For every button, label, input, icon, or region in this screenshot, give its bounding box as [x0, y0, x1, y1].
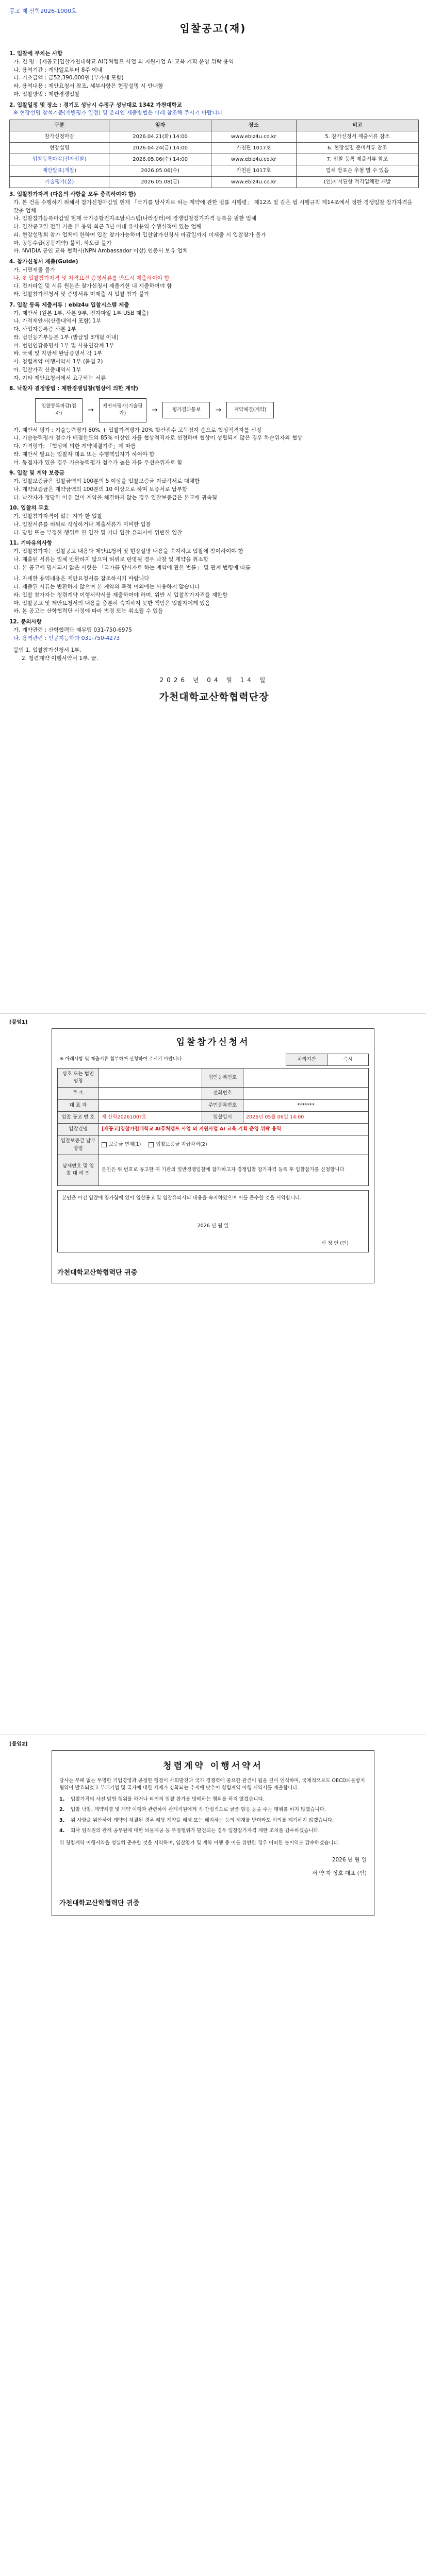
table-row [58, 1155, 369, 1185]
list-item: 3. 위 사항을 위반하여 계약이 체결된 경우 해당 계약을 해제 또는 해지하는 등의 제재를 받더라도 이의를 제기하지 않겠습니다. [59, 1817, 367, 1824]
checkbox-label: 보증금 면제(1) [109, 1142, 141, 1148]
attachment-label: [붙임1] [9, 1020, 28, 1025]
list-item: 4. 회사 임직원의 관계 공무원에 대한 뇌물제공 등 부정행위가 발견되는 경우 입찰참가자격 제한 조치를 감수하겠습니다. [59, 1827, 367, 1835]
pledge-closing: 위 청렴계약 이행서약을 성실히 준수할 것을 서약하며, 입찰참가 및 계약 이행 중 이를 위반한 경우 어떠한 불이익도 감수하겠습니다. [59, 1840, 340, 1846]
section-items [9, 478, 419, 502]
table-cell: 입찰등록마감(전자입찰) [10, 154, 109, 165]
table-cell: 2026.05.06(수) [109, 165, 211, 177]
list-item: 2. 입찰 낙찰, 계약체결 및 계약 이행과 관련하여 관계직원에게 직·간접적으로 금품·향응 등을 주는 행위를 하지 않겠습니다. [59, 1806, 367, 1814]
section-heading: 8. 낙찰자 결정방법 : 제한경쟁입찰(협상에 의한 계약) [9, 385, 138, 392]
list-item: 마. 동점자가 있을 경우 기술능력평가 점수가 높은 자를 우선순위자로 함 [13, 459, 183, 466]
form-input-cell[interactable] [99, 1088, 202, 1099]
list-item: 나. 기술능력평가 점수가 배점한도의 85% 이상인 자를 협상적격자로 선정하며 협상이 성립되지 않은 경우 차순위자와 협상 [13, 435, 303, 442]
list-item: 라. 입찰 참가자는 청렴계약 이행서약서를 제출하여야 하며, 위반 시 입찰참가자격을 제한함 [13, 591, 228, 598]
table-header: 일자 [109, 120, 211, 131]
list-item: 사. 청렴계약 이행서약서 1부 (붙임 2) [13, 359, 103, 365]
list-item: 나. 제출된 서류는 일체 반환하지 않으며 허위로 판명될 경우 낙찰 및 계약을 취소함 [13, 556, 209, 563]
pledge-section [57, 1190, 369, 1252]
item-text: 입찰 낙찰, 계약체결 및 계약 이행과 관련하여 관계직원에게 직·간접적으로 금품·향응 등을 주는 행위를 하지 않겠습니다. [71, 1807, 326, 1813]
applicant-table [57, 1068, 369, 1186]
list-item: 가. 계약관련 : 산학협력단 재무팀 031-750-6975 [13, 626, 132, 633]
table-cell: 납세번호 및 입 찰 대 리 인 [58, 1155, 99, 1185]
list-item: 다. 기초금액 : 금52,390,000원 (부가세 포함) [13, 75, 124, 81]
form-date: 2026 년 월 일 [332, 1857, 367, 1863]
section-heading: 2. 입찰일정 및 장소 : 경기도 성남시 수정구 성남대로 1342 가천대학교 [9, 101, 182, 108]
list-item: 가. 입찰참가자는 입찰공고 내용과 제안요청서 및 현장설명 내용을 숙지하고 입찰에 참여하여야 함 [13, 548, 243, 554]
item-text: 위 사항을 위반하여 계약이 체결된 경우 해당 계약을 해제 또는 해지하는 등의 제재를 받더라도 이의를 제기하지 않겠습니다. [71, 1817, 334, 1823]
table-header: 장소 [211, 120, 296, 131]
table-cell: 즉시 [327, 1054, 369, 1065]
pledge-intro: 당사는 부패 없는 투명한 기업경영과 공정한 행정이 사회발전과 국가 경쟁력에 중요한 관건이 됨을 깊이 인식하며, 국제적으로도 OECD뇌물방지협약이 발효되었고 부패기업 및 국가에 대한 제재가 강화되는 추세에 맞추어 청렴계약 이행 서약서를 제출합니다. [59, 1777, 365, 1791]
section-heading: 11. 기타유의사항 [9, 540, 53, 547]
signature-line: 서 약 자 상호 대표 (인) [312, 1870, 367, 1876]
attachment-label: [붙임2] [9, 1741, 28, 1747]
flow-step: 제안서평가(기술평가) [99, 398, 146, 422]
table-cell: 입찰 공고 번 호 [58, 1111, 99, 1123]
table-cell: 전화번호 [202, 1088, 243, 1099]
list-item: 마. 공동수급(공동계약) 불허, 하도급 불가 [13, 240, 112, 246]
list-item: 다. 전자파일 및 서류 원본은 참가신청서 제출기한 내 제출하여야 함 [13, 283, 172, 290]
table-cell: www.ebiz4u.co.kr [211, 154, 296, 165]
arrow-right-icon: → [88, 405, 94, 414]
table-row [58, 1124, 369, 1136]
section-items [9, 626, 419, 643]
flow-step: 평가결과통보 [162, 402, 210, 418]
table-header-row [10, 120, 419, 131]
table-cell: 2026.04.24(금) 14:00 [109, 143, 211, 154]
arrow-right-icon: → [215, 405, 222, 414]
list-item: 가. 서면제출 불가 [13, 266, 56, 273]
list-item: 마. 입찰방법 : 제한경쟁입찰 [13, 91, 80, 97]
bid-application-form [52, 1028, 374, 1283]
list-item: 라. 현장설명회 참가 업체에 한하여 입찰 참가가능하며 입찰참가신청서 마감일까지 미제출 시 입찰참가 불가 [13, 231, 266, 238]
list-item: 나. 계약보증금은 계약금액의 100분의 10 이상으로 하며 보증서로 납부함 [13, 486, 188, 493]
list-item: 나. 가격제안서(산출내역서 포함) 1부 [13, 318, 102, 325]
section-heading: 7. 입찰 등록 제출서류 : ebiz4u 입찰시스템 제출 [9, 301, 129, 308]
table-header: 구분 [10, 120, 109, 131]
form-title: 입찰참가신청서 [176, 1037, 250, 1047]
table-cell: 업체 발표순 추첨 별 수 있음 [296, 165, 418, 177]
attachment-1-page [0, 1013, 426, 1735]
list-item: 2. 청렴계약 이행서약서 1부. 끝. [22, 655, 99, 662]
announcement-body [0, 44, 426, 1013]
table-cell: 법인등록번호 [202, 1068, 243, 1088]
section-heading: 9. 입찰 및 계약 보증금 [9, 470, 65, 477]
section-items [9, 513, 419, 537]
table-cell: 2026.05.08(금) [109, 177, 211, 188]
integrity-pledge-form [52, 1750, 374, 1916]
section-items [9, 548, 419, 572]
list-item: 가. 제안서 평가 : 기술능력평가 80% + 입찰가격평가 20% 합산점수 고득점자 순으로 협상적격자를 선정 [13, 427, 262, 433]
table-row [10, 154, 419, 165]
section-heading: 4. 참가신청서 제출(Guide) [9, 259, 78, 265]
table-cell: ******* [243, 1099, 369, 1111]
issue-date: 2026 년 04 월 14 일 [159, 676, 269, 684]
table-cell: 2026.04.21(화) 14:00 [109, 131, 211, 143]
section-items [9, 427, 419, 467]
table-cell: 주 소 [58, 1088, 99, 1099]
list-item: 나. 입찰서류를 허위로 작성하거나 제출서류가 미비한 입찰 [13, 521, 151, 528]
list-item: 아. 입찰가격 산출내역서 1부 [13, 366, 81, 373]
table-cell: 처리기간 [286, 1054, 327, 1065]
list-item: 나. 자세한 용역내용은 제안요청서를 참조하시기 바랍니다 [13, 575, 150, 582]
list-item: 마. 법인인감증명서 1부 및 사용인감계 1부 [13, 342, 114, 349]
section-heading: 12. 문의사항 [9, 619, 42, 625]
table-cell: 7. 입찰 등록 제출서류 참조 [296, 154, 418, 165]
list-item: 다. 낙찰자가 정당한 이유 없이 계약을 체결하지 않는 경우 입찰보증금은 본교에 귀속됨 [13, 494, 218, 501]
section-heading: 10. 입찰의 무효 [9, 505, 49, 512]
list-item: 1. 입찰가격의 사전 담합 행위를 하거나 타인의 입찰 참가를 방해하는 행위를 하지 않겠습니다. [59, 1796, 367, 1803]
checkbox[interactable] [149, 1142, 154, 1147]
signature-line: 신 청 인 (인) [321, 1241, 349, 1247]
list-item: 가. 본 건을 수행하기 위해서 참가신청마감일 현재 「국가를 당사자로 하는 계약에 관한 법률 시행령」 제12조 및 같은 법 시행규칙 제14조에서 정한 경쟁입찰 참가자격을 갖춘 업체 [13, 199, 413, 214]
form-input-cell[interactable] [99, 1068, 202, 1088]
table-cell: 입찰건명 [58, 1124, 99, 1136]
section-items [9, 199, 419, 256]
document-number: 공고 제 산학2026-1000호 [9, 8, 77, 14]
table-cell: 참가신청마감 [10, 131, 109, 143]
section-note: ※ 현장설명 참석기준(개별평가 일정) 및 온라인 제출방법은 아래 참조해 주시기 바랍니다 [13, 110, 223, 116]
list-item: 라. 법인등기부등본 1부 (발급일 3개월 이내) [13, 334, 119, 341]
list-item: 라. 용역내용 : 제안요청서 참조, 세부사항은 현장설명 시 안내함 [13, 83, 163, 89]
list-item: 다. 사업자등록증 사본 1부 [13, 326, 76, 332]
table-row [10, 143, 419, 154]
checkbox[interactable] [102, 1142, 107, 1147]
table-row [58, 1068, 369, 1088]
form-note: ※ 아래사항 및 제출서류 첨부하여 신청하여 주시기 바랍니다 [60, 1056, 182, 1062]
section-heading: 3. 입찰참가자격 (다음의 사항을 모두 충족하여야 함) [9, 191, 136, 197]
form-date: 2026 년 월 일 [197, 1223, 229, 1229]
table-cell: 가천관 1017호 [211, 143, 296, 154]
form-input-cell[interactable] [99, 1099, 202, 1111]
table-cell: www.ebiz4u.co.kr [211, 131, 296, 143]
table-cell: 대 표 자 [58, 1099, 99, 1111]
flow-step: 계약체결(계약) [226, 402, 274, 418]
recipient-org: 가천대학교산학협력단 귀중 [57, 1268, 138, 1277]
table-cell: 현장설명 [10, 143, 109, 154]
table-cell: www.ebiz4u.co.kr [211, 177, 296, 188]
attachments [9, 647, 419, 663]
checkbox-group [99, 1136, 369, 1155]
list-item: 나. 용역기간 : 계약일로부터 8주 이내 [13, 66, 103, 73]
form-header-table [57, 1054, 369, 1066]
table-row [10, 165, 419, 177]
table-row [10, 131, 419, 143]
schedule-table [9, 120, 419, 188]
form-title: 청렴계약 이행서약서 [163, 1761, 263, 1771]
list-item: 가. 제안서 (원본 1부, 사본 9부, 전자파일 1부 USB 제출) [13, 310, 149, 316]
table-row [58, 1111, 369, 1123]
recipient-org: 가천대학교산학협력단 귀중 [59, 1899, 140, 1907]
list-item: 다. 본 공고에 명시되지 않은 사항은 「국가를 당사자로 하는 계약에 관한 법률」 및 관계 법령에 따름 [13, 564, 251, 571]
arrow-right-icon: → [151, 405, 158, 414]
table-header: 비고 [296, 120, 418, 131]
list-item: 붙임 1. 입찰참가신청서 1부. [13, 647, 81, 654]
list-item: 바. 본 공고는 산학협력단 사정에 따라 변경 또는 취소될 수 있음 [13, 608, 163, 615]
table-row [58, 1136, 369, 1155]
list-item: 바. NVIDIA 공인 교육 협력사(NPN Ambassador 이상) 인증서 보유 업체 [13, 248, 188, 255]
list-item: 라. 입찰참가신청서 및 증빙서류 미제출 시 입찰 참가 불가 [13, 291, 150, 297]
section-heading: 1. 입찰에 부치는 사항 [9, 50, 63, 57]
table-cell: 6. 현장설명 준비서류 참조 [296, 143, 418, 154]
table-cell: 입찰보증금 납부방법 [58, 1136, 99, 1155]
list-item: 라. 제안서 발표는 입찰자 대표 또는 수행책임자가 하여야 함 [13, 451, 155, 457]
list-item: 마. 입찰공고 및 제안요청서의 내용을 충분히 숙지하지 못한 책임은 입찰자에게 있음 [13, 600, 210, 606]
flow-step: 입찰등록마감(접수) [35, 398, 83, 422]
table-cell: 가천관 1017호 [211, 165, 296, 177]
table-cell: (인)제시된항 적격업체만 개발 [296, 177, 418, 188]
table-cell: 2026.05.06(수) 14:00 [109, 154, 211, 165]
form-input-cell[interactable] [243, 1068, 369, 1088]
table-row [58, 1088, 369, 1099]
table-row [10, 177, 419, 188]
table-cell: 제 산학2026100?호 [99, 1111, 202, 1123]
table-cell: 5. 참가신청서 제출서류 참조 [296, 131, 418, 143]
item-text: 회사 임직원의 관계 공무원에 대한 뇌물제공 등 부정행위가 발견되는 경우 입찰참가자격 제한 조치를 감수하겠습니다. [71, 1827, 320, 1834]
table-cell: 상호 또는 법인명칭 [58, 1068, 99, 1088]
list-item: 바. 국세 및 지방세 완납증명서 각 1부 [13, 350, 103, 357]
list-item: 나. 입찰참가등록마감일 현재 국가종합전자조달시스템(나라장터)에 경쟁입찰참가자격 등록을 필한 업체 [13, 215, 257, 222]
list-item: 나. 용역관련 : 인공지능학과 031-750-4273 [13, 635, 120, 641]
table-row [58, 1099, 369, 1111]
process-flow [35, 398, 419, 422]
form-input-cell[interactable] [243, 1088, 369, 1099]
list-item: 다. 입찰공고일 전일 기준 본 용역 최근 3년 이내 유사용역 수행실적이 있는 업체 [13, 224, 202, 230]
section-items [9, 310, 419, 383]
pledge-text: 본인은 이건 입찰에 참가함에 있어 입찰공고 및 입찰유의서의 내용을 숙지하였으며 이를 준수할 것을 서약합니다. [62, 1195, 302, 1201]
table-cell: 입찰일시 [202, 1111, 243, 1123]
list-item: 나. ※ 입찰참가자격 및 자격요건 증명서류를 반드시 제출하여야 함 [13, 275, 170, 281]
list-item: 자. 기타 제안요청서에서 요구하는 서류 [13, 375, 106, 381]
table-cell: 2026년 05월 06일 14:00 [243, 1111, 369, 1123]
table-cell: 제안발표(개찰) [10, 165, 109, 177]
section-items [9, 266, 419, 299]
list-item: 가. 입찰참가자격이 없는 자가 한 입찰 [13, 513, 103, 519]
section-items [9, 58, 419, 99]
checkbox-label: 입찰보증금 지급각서(2) [156, 1142, 207, 1148]
section-items [9, 575, 419, 616]
table-cell: 본인은 위 번호로 공고한 귀 기관의 일반경쟁입찰에 참가하고자 경쟁입찰 참가자격 등록 후 입찰참가를 신청합니다 [99, 1155, 369, 1185]
item-text: 입찰가격의 사전 담합 행위를 하거나 타인의 입찰 참가를 방해하는 행위를 하지 않겠습니다. [71, 1797, 265, 1802]
list-item: 다. 제출된 서류는 반환하지 않으며 본 계약의 목적 이외에는 사용하지 않습니다 [13, 584, 200, 590]
table-cell: [재공고]입찰가천대학교 AI퓨처캠프 사업 외 지원사업 AI 교육 기획 운영 위탁 용역 [99, 1124, 369, 1136]
list-item: 가. 건 명 : [재공고]입찰가천대학교 AI퓨처캠프 사업 외 지원사업 AI 교육 기획 운영 위탁 용역 [13, 58, 234, 65]
table-cell: 기술평가(본) [10, 177, 109, 188]
list-item: 가. 입찰보증금은 입찰금액의 100분의 5 이상을 입찰보증금 지급각서로 대체함 [13, 478, 200, 484]
table-cell: 주민등록번호 [202, 1099, 243, 1111]
list-item: 다. 가격평가: 「협상에 의한 계약체결기준」에 따름 [13, 443, 136, 449]
table-row [57, 1054, 369, 1065]
list-item: 다. 담합 또는 부정한 행위로 한 입찰 및 기타 입찰 유의서에 위반한 입찰 [13, 529, 183, 536]
attachment-2-page [0, 1735, 426, 2576]
issuer-name: 가천대학교산학협력단장 [159, 691, 269, 703]
page-title: 입찰공고(재) [179, 22, 247, 35]
